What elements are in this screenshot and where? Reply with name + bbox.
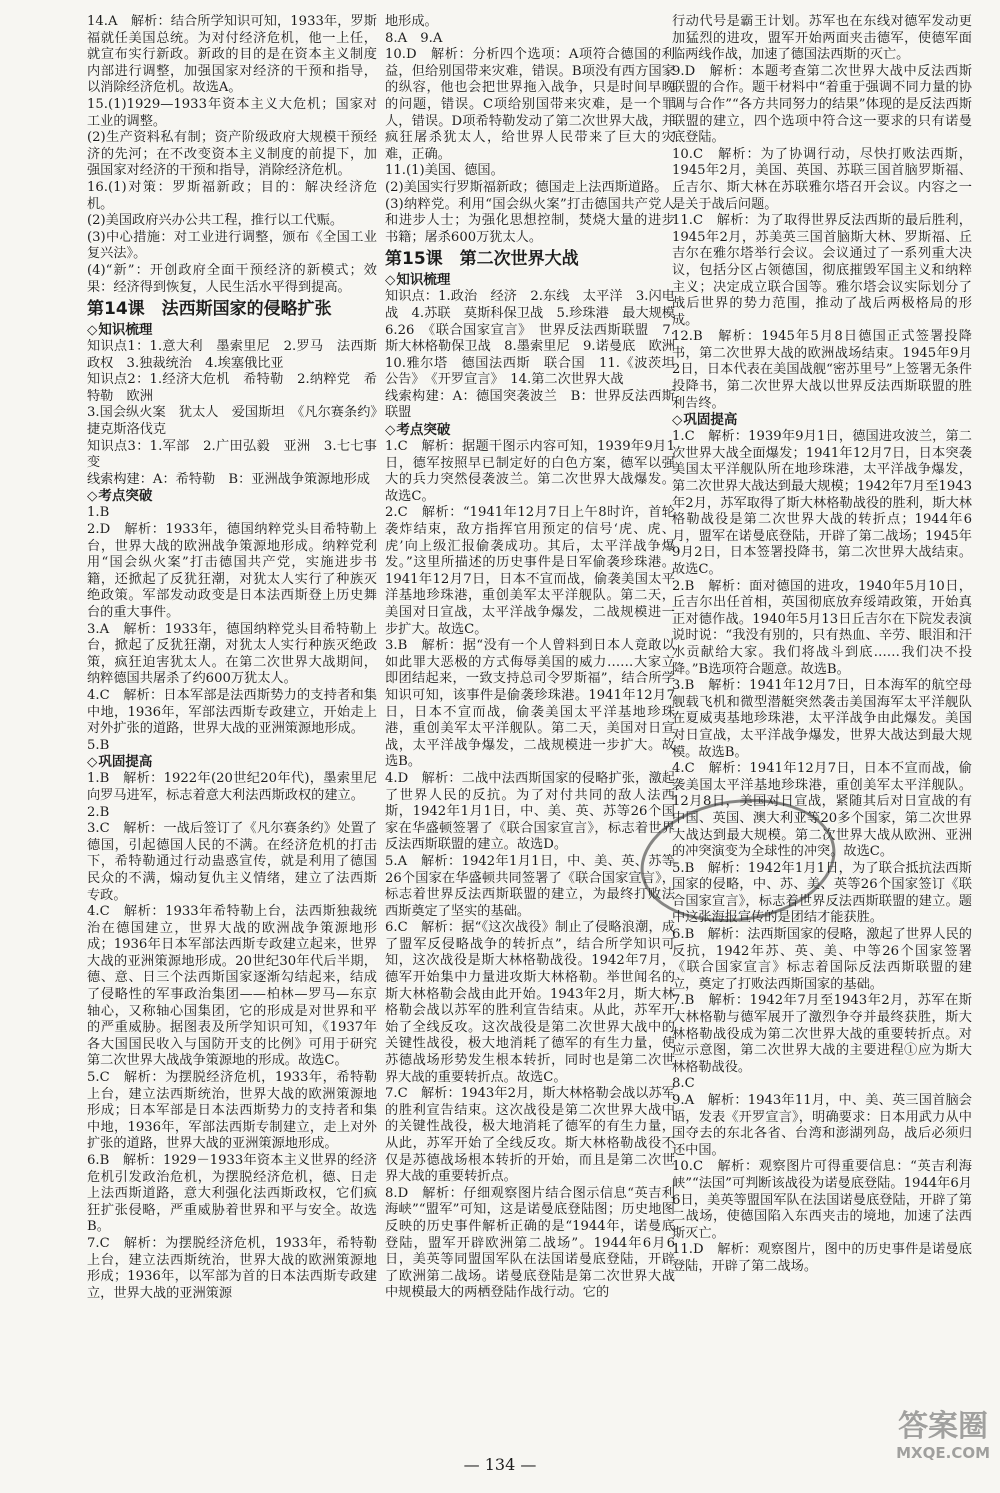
answer-paragraph: 线索构建：A：德国突袭波兰 B：世界反法西斯联盟	[385, 388, 675, 421]
answer-paragraph: 7.B 解析：1942年7月至1943年2月，苏军在斯大林格勒与德军展开了激烈争夺并最终获胜，斯大林格勒战役成为第二次世界大战的重要转折点。对应示意图，第二次世界大战的主要进程①应为斯大林格勒战役。	[672, 993, 972, 1075]
answer-paragraph: 10.C 解析：观察图片可得重要信息：“英吉利海峡”“法国”可判断该战役为诺曼底登陆。1944年6月6日，美英等盟国军队在法国诺曼底登陆，开辟了第二战场，使德国陷入东西夹击的境地，加速了法西斯灭亡。	[672, 1159, 972, 1241]
answer-paragraph: 5.B 解析：1942年1月1日，为了联合抵抗法西斯国家的侵略，中、苏、美、英等26个国家签订《联合国家宣言》，标志着世界反法西斯联盟的建立。题中这张海报宣传的是团结才能获胜。	[672, 860, 972, 926]
answer-paragraph: 地形成。	[385, 14, 438, 29]
answer-paragraph: 4.D 解析：二战中法西斯国家的侵略扩张，激起了世界人民的反抗。为了对付共同的敌人法西斯，1942年1月1日，中、美、英、苏等26个国家在华盛顿签署了《联合国家宣言》，标志着世界反法西斯联盟的建立。故选D。	[385, 770, 675, 853]
answer-paragraph: 5.B	[87, 737, 110, 753]
answer-paragraph: 1.C 解析：据题干图示内容可知，1939年9月1日，德军按照早已制定好的白色方案，德军以强大的兵力突然侵袭波兰。第二次世界大战爆发。故选C。	[385, 439, 675, 504]
column-middle	[385, 14, 675, 1454]
answer-paragraph: (3)中心措施：对工业进行调整，颁布《全国工业复兴法》。	[87, 229, 377, 262]
answer-paragraph: 1.B 解析：1922年(20世纪20年代)，墨索里尼向罗马进军，标志着意大利法西斯政权的建立。	[87, 771, 377, 803]
watermark-sub: MXQE.COM	[896, 1444, 990, 1462]
answer-paragraph: 7.C 解析：为摆脱经济危机，1933年，希特勒上台，建立法西斯统治，世界大战的欧洲策源地形成；1936年，以军部为首的日本法西斯专政建立，世界大战的亚洲策源	[87, 1235, 377, 1301]
page-number: — 134 —	[463, 1455, 537, 1474]
answer-paragraph: 2.B 解析：面对德国的进攻，1940年5月10日，丘吉尔出任首相，英国彻底放弃绥靖政策，开始真正对德作战。1940年5月13日丘吉尔在下院发表演说时说：“我没有别的，只有热血、辛劳、眼泪和汗水贡献给大家。我们将战斗到底……我们决不投降。”B选项符合题意。故选B。	[672, 578, 972, 677]
answer-paragraph: 11.C 解析：为了取得世界反法西斯的最后胜利，1945年2月，苏美英三国首脑斯大林、罗斯福、丘吉尔在雅尔塔举行会议。会议通过了一系列重大决议，包括分区占领德国，彻底摧毁军国主义和纳粹主义；决定成立联合国等。雅尔塔会议实际划分了战后世界的势力范围，推动了战后两极格局的形成。	[672, 213, 972, 328]
answer-paragraph: 11.D 解析：观察图片，图中的历史事件是诺曼底登陆，开辟了第二战场。	[672, 1242, 972, 1274]
answer-paragraph: (2)生产资料私有制；资产阶级政府大规模干预经济的先河；在不改变资本主义制度的前提下，加强国家对经济的干预和指导，消除经济危机。	[87, 130, 377, 179]
answer-paragraph: 3.B 解析：据“没有一个人曾料到日本人竟敢以如此罪大恶极的方式侮辱美国的威力……大家立即团结起来，一致支持总司令罗斯福”，结合所学知识可知，该事件是偷袭珍珠港。1941年12月7日，日本不宣而战，偷袭美国太平洋基地珍珠港，重创美军太平洋舰队。第二天，美国对日宣战，太平洋战争爆发，二战规模进一步扩大。故选B。	[385, 638, 675, 770]
column-left	[87, 14, 377, 1454]
answer-paragraph: 8.C	[672, 1076, 695, 1092]
answer-paragraph: 1.B	[87, 505, 110, 521]
answer-paragraph: 行动代号是霸王计划。苏军也在东线对德军发动更加猛烈的进攻，盟军开始两面夹击德军，使德军面临两线作战，加速了德国法西斯的灭亡。	[672, 14, 972, 63]
answer-paragraph: 10.D 解析：分析四个选项：A项符合德国的利益，但给别国带来灾难，错误。B项没有西方国家的纵容，他也会把世界拖入战争，只是时间早晚的问题，错误。C项给别国带来灾难，是一个罪人，错误。D项希特勒发动了第二次世界大战，并疯狂屠杀犹太人，给世界人民带来了巨大的灾难，正确。	[385, 47, 675, 162]
section-heading: ◇ 巩固提高	[87, 754, 377, 771]
answer-paragraph: (2)美国政府兴办公共工程，推行以工代赈。	[87, 213, 344, 229]
answer-paragraph: 2.B	[87, 804, 110, 820]
answer-paragraph: 3.A 解析：1933年，德国纳粹党头目希特勒上台，掀起了反犹狂潮，对犹太人实行种族灭绝政策，疯狂迫害犹太人。在第二次世界大战期间，纳粹德国共屠杀了约600万犹太人。	[87, 621, 377, 687]
section-heading: ◇ 知识梳理	[87, 322, 377, 339]
answer-paragraph: 10.C 解析：为了协调行动，尽快打败法西斯，1945年2月，美国、英国、苏联三国首脑罗斯福、丘吉尔、斯大林在苏联雅尔塔召开会议。内容之一是关于战后问题。	[672, 146, 972, 212]
answer-paragraph: 3.B 解析：1941年12月7日，日本海军的航空母舰载飞机和微型潜艇突然袭击美国海军太平洋舰队在夏威夷基地珍珠港，太平洋战争由此爆发。美国对日宣战，太平洋战争爆发，世界大战达到最大规模。故选B。	[672, 678, 972, 760]
answer-paragraph: 知识点3：1.军部 2.广田弘毅 亚洲 3.七七事变	[87, 438, 377, 471]
answer-paragraph: 8.A 9.A	[385, 30, 443, 46]
answer-paragraph: 14.A 解析：结合所学知识可知，1933年，罗斯福就任美国总统。为对付经济危机，他一上任，就宣布实行新政。新政的目的是在资本主义制度内部进行调整，加强国家对经济的干预和指导，以消除经济危机。故选A。	[87, 14, 377, 96]
answer-paragraph: 11.(1)美国、德国。	[385, 163, 504, 179]
answer-paragraph: 3.C 解析：一战后签订了《凡尔赛条约》处置了德国，引起德国人民的不满。在经济危机的打击下，希特勒通过行动蛊惑宣传，就是利用了德国民众的不满，煽动复仇主义情绪，建立了法西斯专政。	[87, 821, 377, 903]
watermark-main: 答案圈	[898, 1409, 989, 1444]
watermark-logo	[896, 1410, 990, 1462]
section-heading: ◇ 考点突破	[385, 422, 675, 439]
answer-paragraph: 9.A 解析：1943年11月，中、美、英三国首脑会晤，发表《开罗宣言》，明确要求：日本用武力从中国夺去的东北各省、台湾和澎湖列岛，战后必须归还中国。	[672, 1093, 972, 1158]
answer-paragraph: 16.(1)对策：罗斯福新政；目的：解决经济危机。	[87, 179, 377, 212]
answer-paragraph: (2)美国实行罗斯福新政；德国走上法西斯道路。	[385, 179, 668, 195]
answer-paragraph: 5.A 解析：1942年1月1日，中、美、英、苏等26个国家在华盛顿共同签署了《联合国家宣言》，标志着世界反法西斯联盟的建立，为最终打败法西斯奠定了坚实的基础。	[385, 853, 675, 919]
lesson-title: 第15课 第二次世界大战	[385, 249, 579, 270]
answer-paragraph: 3.国会纵火案 犹太人 爱国斯坦 《凡尔赛条约》 捷克斯洛伐克	[87, 405, 377, 438]
answer-paragraph: 线索构建：A：希特勒 B：亚洲战争策源地形成	[87, 471, 370, 487]
answer-paragraph: 6.C 解析：据“《这次战役》制止了侵略浪潮，成了盟军反侵略战争的转折点”，结合所学知识可知，这次战役是斯大林格勒战役。1942年7月，德军开始集中力量进攻斯大林格勒。举世闻名的斯大林格勒会战由此开始。1943年2月，斯大林格勒会战以苏军的胜利宣告结束。从此，苏军开始了全线反攻。这次战役是第二次世界大战中的关键性战役，极大地消耗了德军的有生力量，使苏德战场形势发生根本转折，同时也是第二次世界大战的重要转折点。故选C。	[385, 920, 675, 1085]
answer-paragraph: 1.C 解析：1939年9月1日，德国进攻波兰，第二次世界大战全面爆发；1941年12月7日，日本突袭美国太平洋舰队所在地珍珠港，太平洋战争爆发，第二次世界大战达到最大规模；1942年7月至1943年2月，苏军取得了斯大林格勒战役的胜利，斯大林格勒战役是第二次世界大战的转折点；1944年6月，盟军在诺曼底登陆，开辟了第二战场；1945年9月2日，日本签署投降书，第二次世界大战结束。故选C。	[672, 429, 972, 577]
section-heading: ◇ 巩固提高	[672, 412, 972, 429]
column-right	[672, 14, 972, 1454]
answer-paragraph: 6.B 解析：1929－1933年资本主义世界的经济危机引发政治危机，为摆脱经济危机，德、日走上法西斯道路，意大利强化法西斯政权，它们疯狂扩张侵略，严重威胁着世界和平与安全。故选B。	[87, 1153, 377, 1235]
answer-paragraph: 15.(1)1929—1933年资本主义大危机；国家对工业的调整。	[87, 96, 377, 129]
answer-paragraph: 8.D 解析：仔细观察图片结合图示信息“英吉利海峡”“盟军”可知，这是诺曼底登陆图；历史地图反映的历史事件解析正确的是“1944年，诺曼底登陆，盟军开辟欧洲第二战场”。1944年6月6日，美英等同盟国军队在法国诺曼底登陆，开辟了欧洲第二战场。诺曼底登陆是第二次世界大战中规模最大的两栖登陆作战行动。它的	[385, 1185, 675, 1301]
answer-paragraph: (4)“新”：开创政府全面干预经济的新模式；效果：经济得到恢复，人民生活水平得到提高。	[87, 262, 377, 295]
answer-paragraph: 2.D 解析：1933年，德国纳粹党头目希特勒上台，世界大战的欧洲战争策源地形成。纳粹党利用“国会纵火案”打击德国共产党，实施进步书籍，还掀起了反犹狂潮，对犹太人实行了种族灭绝政策。军部发动政变是日本法西斯登上历史舞台的重大事件。	[87, 522, 377, 620]
answer-paragraph: 9.D 解析：本题考查第二次世界大战中反法西斯联盟的合作。题干材料中“着重于强调不同力量的协调与合作”“各方共同努力的结果”体现的是反法西斯联盟的建立，四个选项中符合这一要求的只有诺曼底登陆。	[672, 63, 972, 146]
answer-paragraph: 2.C 解析：“1941年12月7日上午8时许，首轮袭炸结束，敌方指挥官用预定的信号‘虎、虎、虎’向上级汇报偷袭成功。其后，太平洋战争爆发。”这里所描述的历史事件是日军偷袭珍珠港。1941年12月7日，日本不宣而战，偷袭美国太平洋基地珍珠港，重创美军太平洋舰队。第二天，美国对日宣战，太平洋战争爆发，二战规模进一步扩大。故选C。	[385, 505, 675, 637]
answer-paragraph: 知识点1：1.意大利 墨索里尼 2.罗马 法西斯政权 3.独裁统治 4.埃塞俄比亚	[87, 339, 377, 371]
lesson-title: 第14课 法西斯国家的侵略扩张	[87, 299, 332, 320]
answer-paragraph: 5.C 解析：为摆脱经济危机，1933年，希特勒上台，建立法西斯统治，世界大战的欧洲策源地形成；日本军部是日本法西斯势力的支持者和集中地，1936年，军部法西斯专制建立，走上对外扩张的道路，世界大战的亚洲策源地形成。	[87, 1070, 377, 1152]
answer-paragraph: 知识点：1.政治 经济 2.东线 太平洋 3.闪电战 4.苏联 莫斯科保卫战 5.珍珠港 最大规模 6.26 《联合国家宣言》 世界反法西斯联盟 7.斯大林格勒保卫战 8.墨索里尼 9.诺曼底 欧洲 10.雅尔塔 德国法西斯 联合国 11.《波茨坦公告》 《开罗宣言》 14.第二次世界大战	[385, 289, 675, 388]
answer-paragraph: (3)纳粹党。利用“国会纵火案”打击德国共产党人和进步人士；为强化思想控制，焚烧大量的进步书籍；屠杀600万犹太人。	[385, 196, 675, 245]
answer-paragraph: 12.B 解析：1945年5月8日德国正式签署投降书，第二次世界大战的欧洲战场结束。1945年9月2日，日本代表在美国战舰“密苏里号”上签署无条件投降书，第二次世界大战以世界反法西斯联盟的胜利告终。	[672, 329, 972, 411]
answer-paragraph: 4.C 解析：1933年希特勒上台，法西斯独裁统治在德国建立，世界大战的欧洲战争策源地形成；1936年日本军部法西斯专政建立起来，世界大战的亚洲策源地形成。20世纪30年代后半期，德、意、日三个法西斯国家逐渐勾结起来，结成了侵略性的军事政治集团——柏林—罗马—东京轴心，又称轴心国集团，它的形成是对世界和平的严重威胁。据图表及所学知识可知，《1937年各大国国民收入与国防开支的比例》可用于研究第二次世界大战战争策源地的形成。故选C。	[87, 904, 377, 1069]
answer-paragraph: 7.C 解析：1943年2月，斯大林格勒会战以苏军的胜利宣告结束。这次战役是第二次世界大战中的关键性战役，极大地消耗了德军的有生力量，从此，苏军开始了全线反攻。斯大林格勒战役不仅是苏德战场根本转折的开始，而且是第二次世界大战的重要转折点。	[385, 1086, 675, 1185]
section-heading: ◇ 考点突破	[87, 488, 377, 505]
section-heading: ◇ 知识梳理	[385, 272, 675, 289]
answer-paragraph: 4.C 解析：日本军部是法西斯势力的支持者和集中地，1936年，军部法西斯专政建立，开始走上对外扩张的道路，世界大战的亚洲策源地形成。	[87, 687, 377, 737]
answer-paragraph: 知识点2：1.经济大危机 希特勒 2.纳粹党 希特勒 欧洲	[87, 372, 377, 404]
answer-paragraph: 4.C 解析：1941年12月7日，日本不宣而战，偷袭美国太平洋基地珍珠港，重创美军太平洋舰队。12月8日，美国对日宣战，紧随其后对日宣战的有中国、英国、澳大利亚等20多个国家，第二次世界大战达到最大规模。第二次世界大战从欧洲、亚洲的冲突演变为全球性的冲突。故选C。	[672, 761, 972, 860]
answer-paragraph: 6.B 解析：法西斯国家的侵略，激起了世界人民的反抗，1942年苏、英、美、中等26个国家签署《联合国家宣言》标志着国际反法西斯联盟的建立，奠定了打败法西斯国家的基础。	[672, 927, 972, 992]
